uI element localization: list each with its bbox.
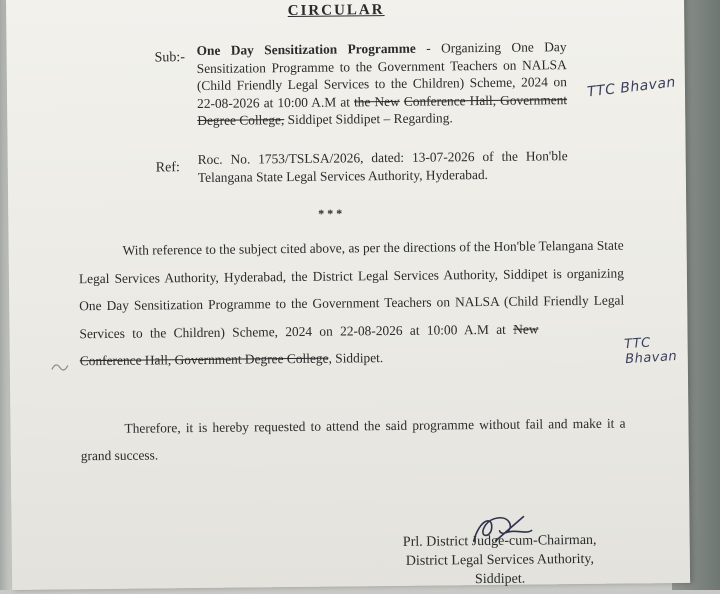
subject-dash: -	[415, 40, 442, 56]
paragraph-2: Therefore, it is hereby requested to attend the said programme without fail and make it a grand success.	[80, 415, 626, 464]
pencil-mark-icon	[50, 359, 70, 373]
reference-text: Roc. No. 1753/TSLSA/2026, dated: 13-07-2026 of the Hon'ble Telangana State Legal Services Authority, Hyderabad.	[197, 148, 568, 185]
handwritten-correction-paragraph: TTC Bhavan	[623, 335, 678, 368]
signatory-line-3: Siddipet.	[474, 571, 526, 588]
paragraph-1-end: , Siddipet.	[328, 350, 384, 366]
circular-page	[6, 0, 690, 590]
handwritten-correction-subject: TTC Bhavan	[586, 74, 677, 101]
signatory-block	[350, 530, 651, 590]
subject-struck-1: the New	[353, 93, 400, 109]
paragraph-1	[78, 232, 624, 375]
subject-bold: One Day Sensitization Programme	[196, 40, 416, 59]
subject-struck-2: Conference Hall, Government Degree College,	[197, 91, 568, 129]
signatory-line-2: District Legal Services Authority,	[405, 551, 594, 569]
signatory-designation-c: -Chairman,	[533, 532, 597, 549]
reference-label: Ref:	[155, 160, 180, 176]
subject-body: Organizing One Day Sensitization Programme to the Government Teachers on NALSA (Child Friendly Legal Services to the Children) Scheme, 2024 on 22-08-2026 at 10:00 A.M at	[196, 39, 567, 111]
signatory-designation-b: cum	[508, 533, 534, 549]
subject-body-end: Siddipet Siddipet – Regarding.	[284, 110, 453, 128]
paragraph-1-body: With reference to the subject cited above, as per the directions of the Hon'ble Telangana State Legal Services Authority, Hyderabad, the District Legal Services Authority, Siddipet is organizing One Day Sensitization Programme to the Government Teachers on NALSA (Child Friendly Legal Services to the Children) Scheme, 2024 on 22-08-2026 at 10:00 A.M at	[78, 237, 625, 341]
subject-text	[196, 38, 567, 129]
paragraph-1-struck-2: Conference Hall, Government Degree College	[79, 350, 329, 369]
circular-title: CIRCULAR	[287, 2, 385, 20]
subject-label: Sub:-	[154, 50, 186, 66]
paragraph-1-struck-1: New	[513, 320, 539, 337]
separator-stars: ***	[318, 206, 346, 221]
signatory-designation-a: Prl. District Judge-	[402, 533, 510, 550]
handwriting-gap	[539, 332, 625, 333]
